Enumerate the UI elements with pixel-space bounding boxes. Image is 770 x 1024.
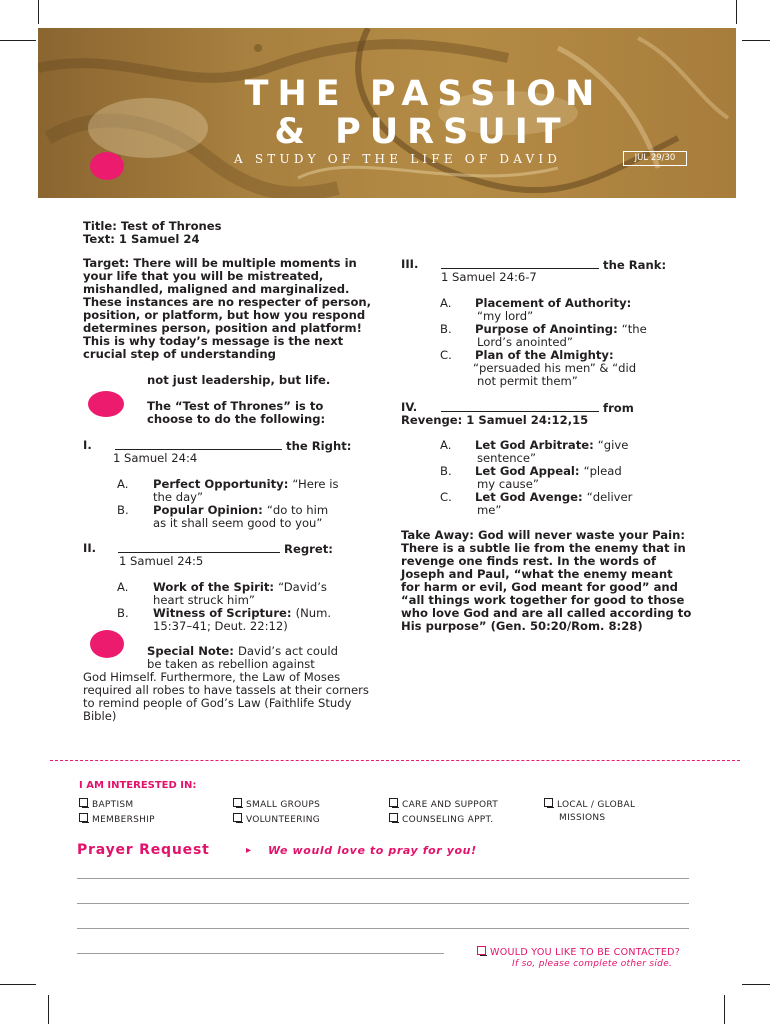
- subpoint-text: “my lord”: [477, 309, 534, 323]
- crop-mark: [736, 0, 737, 24]
- prayer-tagline: We would love to pray for you!: [268, 844, 477, 857]
- interested-heading: I AM INTERESTED IN:: [79, 780, 197, 791]
- tear-off-divider: [50, 760, 740, 761]
- series-subtitle: A STUDY OF THE LIFE OF DAVID: [234, 152, 562, 166]
- special-note-text: David’s act could: [237, 644, 338, 658]
- subpoint-label: Plan of the Almighty:: [475, 348, 614, 362]
- sermon-title: Title: Test of Thrones: [83, 219, 222, 233]
- target-body: There will be multiple moments in your life that you will be mistreated, mishandled, maligned and marginalized. These instances are no respecter of person, position, or platform, but how you respond determines person, position and platform! This is why today’s message is the next crucial step of understanding: [83, 256, 372, 361]
- subpoint-text: Lord’s anointed”: [477, 335, 573, 349]
- point-label: from: [603, 401, 634, 415]
- crop-mark: [38, 0, 39, 24]
- checkbox-membership[interactable]: [79, 813, 155, 825]
- subpoint-text: as it shall seem good to you”: [153, 516, 323, 530]
- subpoint-text: “David’s: [278, 580, 327, 594]
- checkbox-label-missions: MISSIONS: [559, 813, 606, 823]
- thrones-intro-1: The “Test of Thrones” is to: [147, 399, 324, 413]
- series-title-line1: THE PASSION: [244, 74, 604, 114]
- subpoint-text: my cause”: [477, 477, 539, 491]
- point-reference: 1 Samuel 24:6-7: [441, 270, 537, 284]
- subpoint-label: Work of the Spirit:: [153, 580, 275, 594]
- subpoint-label: Purpose of Anointing:: [475, 322, 618, 336]
- thrones-intro-2: choose to do the following:: [147, 412, 326, 426]
- checkbox-local-global[interactable]: [544, 798, 635, 810]
- crop-mark: [48, 995, 49, 1024]
- checkbox-baptism[interactable]: [79, 798, 134, 810]
- subpoint-text: “plead: [583, 464, 622, 478]
- subpoint-label: Popular Opinion:: [153, 503, 263, 517]
- point-label: Regret:: [284, 542, 333, 556]
- takeaway-paragraph: [401, 529, 693, 633]
- checkbox-icon: [79, 813, 88, 822]
- subpoint-text: sentence”: [477, 451, 537, 465]
- target-end: not just leadership, but life.: [147, 373, 331, 387]
- subpoint-letter: B.: [117, 503, 129, 517]
- point-number: III.: [401, 257, 419, 271]
- subpoint-text: heart struck him”: [153, 593, 255, 607]
- checkbox-icon: [233, 813, 242, 822]
- takeaway-label: Take Away:: [401, 528, 474, 542]
- checkbox-label: SMALL GROUPS: [246, 800, 321, 810]
- subpoint-text: “deliver: [586, 490, 633, 504]
- contact-question: WOULD YOU LIKE TO BE CONTACTED?: [490, 947, 681, 958]
- subpoint-text: me”: [477, 503, 502, 517]
- crop-mark: [724, 995, 725, 1024]
- point-label: the Rank:: [603, 258, 667, 272]
- subpoint-letter: A.: [117, 477, 129, 491]
- subpoint-text: not permit them”: [477, 374, 578, 388]
- target-paragraph: [83, 257, 379, 361]
- checkbox-label: BAPTISM: [92, 800, 134, 810]
- checkbox-small-groups[interactable]: [233, 798, 320, 810]
- point-reference: 1 Samuel 24:4: [113, 451, 198, 465]
- takeaway-body: God will never waste your Pain: There is a subtle lie from the enemy that in revenge one finds rest. In the words of Joseph and Paul, “what the enemy meant for harm or evil, God meant for good” and “all things work together for good to those who love God and are all called according to His purpose” (Gen. 50:20/Rom. 8:28): [401, 528, 692, 633]
- subpoint-letter: B.: [440, 464, 452, 478]
- prayer-heading: Prayer Request: [77, 842, 210, 858]
- fill-in-blank[interactable]: [441, 258, 599, 269]
- subpoint-letter: C.: [440, 490, 452, 504]
- checkbox-label: LOCAL / GLOBAL: [557, 800, 636, 810]
- crop-mark: [0, 984, 36, 985]
- fill-in-blank[interactable]: [115, 439, 282, 450]
- checkbox-icon: [79, 798, 88, 807]
- checkbox-label: COUNSELING APPT.: [402, 815, 494, 825]
- checkbox-icon: [477, 946, 486, 955]
- checkbox-label: MEMBERSHIP: [92, 815, 155, 825]
- subpoint-label: Let God Avenge:: [475, 490, 583, 504]
- checkbox-icon: [389, 798, 398, 807]
- point-reference: 1 Samuel 24:5: [119, 554, 204, 568]
- subpoint-letter: B.: [117, 606, 129, 620]
- fill-in-blank[interactable]: [118, 542, 280, 553]
- subpoint-text: “give: [597, 438, 629, 452]
- subpoint-text: “persuaded his men” & “did: [473, 361, 637, 375]
- series-title-line2: & PURSUIT: [274, 112, 570, 152]
- target-label: Target:: [83, 256, 130, 270]
- pink-dot-marker: [90, 152, 124, 180]
- subpoint-text: 15:37–41; Deut. 22:12): [153, 619, 288, 633]
- pink-dot-marker: [88, 391, 124, 417]
- point-number: IV.: [401, 400, 418, 414]
- checkbox-counseling[interactable]: [389, 813, 493, 825]
- point-label: the Right:: [286, 439, 352, 453]
- checkbox-contact[interactable]: [477, 946, 680, 958]
- special-note-text: be taken as rebellion against: [147, 657, 315, 671]
- subpoint-letter: C.: [440, 348, 452, 362]
- checkbox-icon: [544, 798, 553, 807]
- subpoint-label: Witness of Scripture:: [153, 606, 292, 620]
- arrow-icon: ▸: [246, 845, 252, 856]
- subpoint-letter: B.: [440, 322, 452, 336]
- checkbox-care-support[interactable]: [389, 798, 498, 810]
- checkbox-volunteering[interactable]: [233, 813, 320, 825]
- subpoint-letter: A.: [117, 580, 129, 594]
- subpoint-text: “do to him: [266, 503, 329, 517]
- checkbox-icon: [233, 798, 242, 807]
- contact-note: If so, please complete other side.: [512, 959, 673, 969]
- checkbox-label: VOLUNTEERING: [246, 815, 321, 825]
- point-number: II.: [83, 541, 97, 555]
- subpoint-text: (Num.: [295, 606, 332, 620]
- subpoint-text: “Here is: [292, 477, 339, 491]
- special-note-body: God Himself. Furthermore, the Law of Moses required all robes to have tassels at their corners to remind people of God’s Law (Faithlife Study Bible): [83, 670, 369, 723]
- header-banner: [38, 28, 736, 198]
- crop-mark: [742, 984, 770, 985]
- subpoint-label: Let God Appeal:: [475, 464, 580, 478]
- pink-dot-marker: [90, 630, 124, 658]
- prayer-line[interactable]: [77, 953, 444, 954]
- subpoint-text: the day”: [153, 490, 204, 504]
- subpoint-letter: A.: [440, 438, 452, 452]
- subpoint-label: Perfect Opportunity:: [153, 477, 289, 491]
- sermon-text: Text: 1 Samuel 24: [83, 232, 200, 246]
- subpoint-letter: A.: [440, 296, 452, 310]
- checkbox-label: CARE AND SUPPORT: [402, 800, 499, 810]
- subpoint-label: Let God Arbitrate:: [475, 438, 594, 452]
- special-note-label: Special Note:: [147, 644, 234, 658]
- subpoint-text: “the: [621, 322, 647, 336]
- prayer-line[interactable]: [77, 878, 689, 879]
- date-badge: JUL 29/30: [623, 151, 687, 166]
- crop-mark: [0, 40, 36, 41]
- prayer-line[interactable]: [77, 903, 689, 904]
- fill-in-blank[interactable]: [441, 401, 599, 412]
- prayer-line[interactable]: [77, 928, 689, 929]
- checkbox-icon: [389, 813, 398, 822]
- crop-mark: [742, 40, 770, 41]
- subpoint-label: Placement of Authority:: [475, 296, 632, 310]
- point-number: I.: [83, 438, 92, 452]
- point-reference: Revenge: 1 Samuel 24:12,15: [401, 413, 589, 427]
